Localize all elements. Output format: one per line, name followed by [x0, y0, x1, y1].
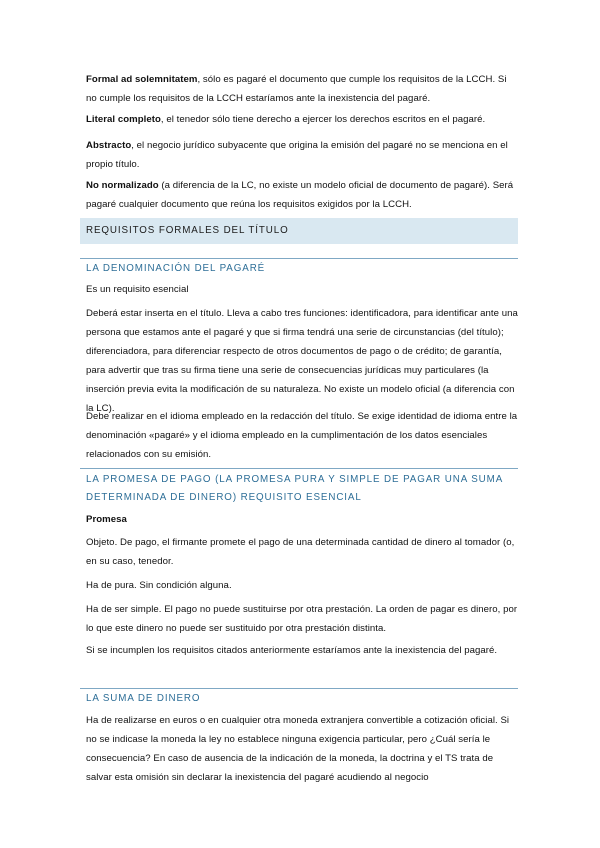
- heading-denominacion: LA DENOMINACIÓN DEL PAGARÉ: [86, 263, 266, 274]
- divider: [80, 258, 518, 259]
- definition-text: , sólo es pagaré el documento que cumple los requisitos de la LCCH. Si no cumple los requisitos de la LCCH estaríamos ante la inexistencia del pagaré.: [86, 74, 507, 104]
- paragraph: Ha de realizarse en euros o en cualquier otra moneda extranjera convertible a cotización oficial. Si no se indicase la moneda la ley no establece ninguna exigencia particular, pero ¿Cuál sería le consecuencia? En caso de ausencia de la indicación de la moneda, la doctrina y el TS trata de salvar esta omisión sin declarar la inexistencia del pagaré acudiendo al negocio: [86, 715, 510, 783]
- definition-text: (a diferencia de la LC, no existe un modelo oficial de documento de pagaré). Será pagaré cualquier documento que reúna los requisitos exigidos por la LCCH.: [86, 180, 514, 210]
- paragraph: Deberá estar inserta en el título. Lleva a cabo tres funciones: identificadora, para identificar ante una persona que estamos ante el pagaré y que si firma tendrá una serie de circunstancias (del título); diferenciadora, para diferenciar respecto de otros documentos de pago o de crédito; de garantía, para advertir que tras su firma tiene una serie de consecuencias jurídicas muy particulares (la inserción previa evita la modificación de su naturaleza. No existe un modelo oficial (a diferencia con la LC).: [86, 308, 518, 414]
- promesa-label-text: Promesa: [86, 514, 127, 525]
- paragraph: Es un requisito esencial: [86, 284, 189, 295]
- paragraph: Objeto. De pago, el firmante promete el pago de una determinada cantidad de dinero al tomador (o, en su caso, tenedor.: [86, 537, 515, 567]
- section-title: REQUISITOS FORMALES DEL TÍTULO: [80, 218, 518, 244]
- definition-no-normalizado: [86, 176, 518, 214]
- definition-literal: [86, 110, 518, 129]
- paragraph: Ha de ser simple. El pago no puede sustituirse por otra prestación. La orden de pagar es dinero, por lo que este dinero no puede ser sustituido por otra prestación distinta.: [86, 604, 518, 634]
- heading-suma: LA SUMA DE DINERO: [86, 693, 201, 704]
- definition-text: , el tenedor sólo tiene derecho a ejercer los derechos escritos en el pagaré.: [160, 114, 486, 125]
- paragraph: Debe realizar en el idioma empleado en la redacción del título. Se exige identidad de idioma entre la denominación «pagaré» y el idioma empleado en la cumplimentación de los datos esenciales relacionados con su emisión.: [86, 411, 518, 460]
- promesa-label: [86, 510, 518, 529]
- divider: [80, 688, 518, 689]
- divider: [80, 468, 518, 469]
- definition-abstracto: [86, 136, 518, 174]
- definition-term: No normalizado: [86, 180, 159, 191]
- definition-term: Literal completo: [86, 114, 161, 125]
- definition-formal: [86, 70, 518, 108]
- definition-term: Abstracto: [86, 140, 132, 151]
- paragraph: Si se incumplen los requisitos citados anteriormente estaríamos ante la inexistencia del pagaré.: [86, 645, 498, 656]
- heading-promesa: LA PROMESA DE PAGO (LA PROMESA PURA Y SIMPLE DE PAGAR UNA SUMA DETERMINADA DE DINERO) REQUISITO ESENCIAL: [86, 474, 503, 503]
- paragraph: Ha de pura. Sin condición alguna.: [86, 580, 232, 591]
- definition-text: , el negocio jurídico subyacente que origina la emisión del pagaré no se menciona en el propio título.: [86, 140, 508, 170]
- definition-term: Formal ad solemnitatem: [86, 74, 198, 85]
